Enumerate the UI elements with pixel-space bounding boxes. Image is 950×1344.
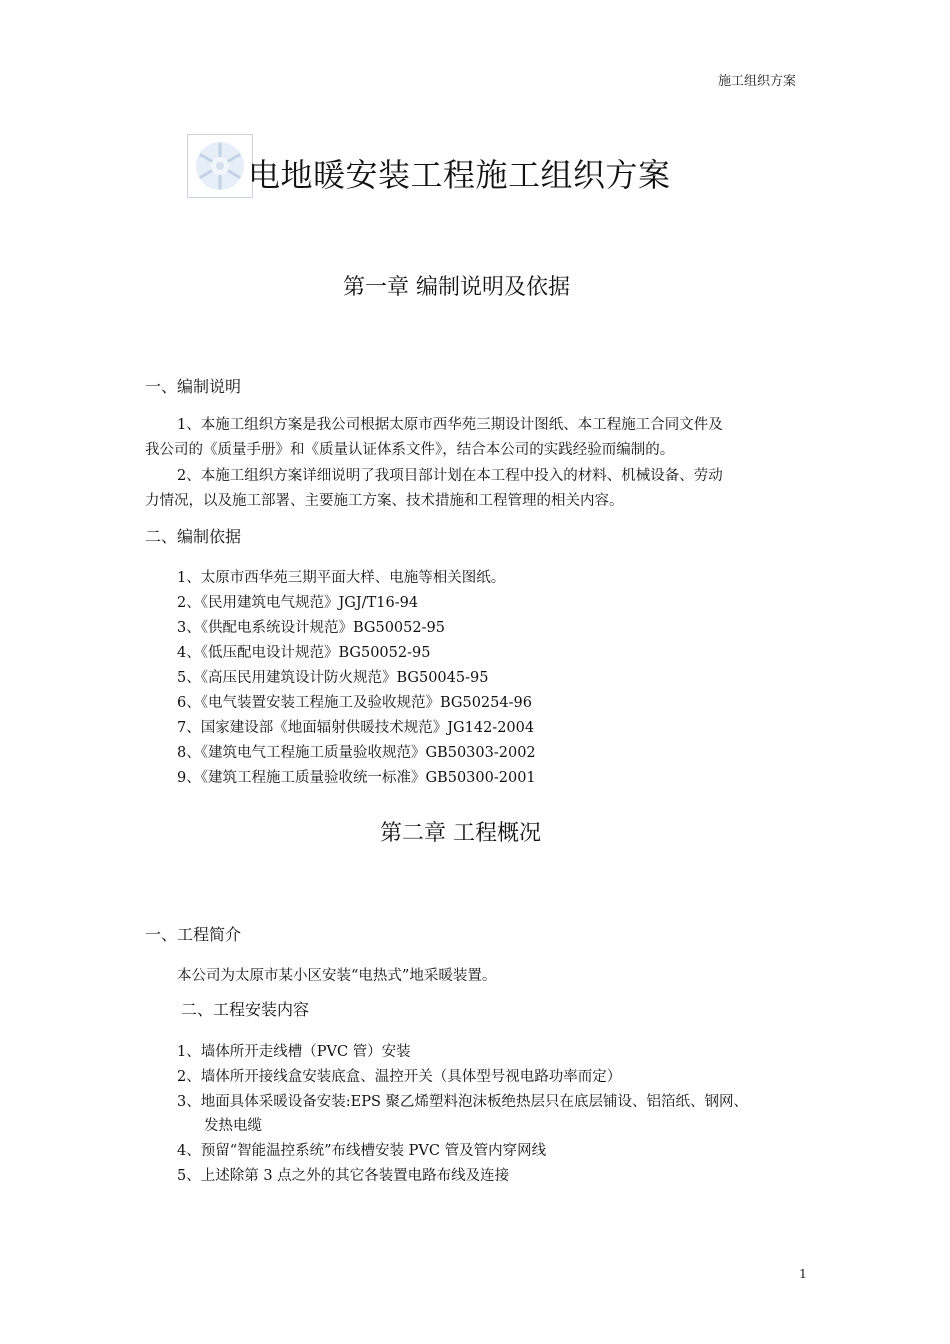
section-heading: 一、工程简介 bbox=[145, 925, 242, 944]
list-item: 4、《低压配电设计规范》BG50052-95 bbox=[177, 645, 431, 661]
list-item: 2、墙体所开接线盒安装底盒、温控开关（具体型号视电路功率而定） bbox=[177, 1069, 622, 1085]
list-item: 5、上述除第 3 点之外的其它各装置电路布线及连接 bbox=[177, 1168, 510, 1184]
list-item: 5、《高压民用建筑设计防火规范》BG50045-95 bbox=[177, 670, 489, 686]
paragraph-line: 我公司的《质量手册》和《质量认证体系文件》，结合本公司的实践经验而编制的。 bbox=[145, 442, 675, 458]
paragraph-line: 2、本施工组织方案详细说明了我项目部计划在本工程中投入的材料、机械设备、劳动 bbox=[177, 468, 723, 484]
paragraph-line: 力情况，以及施工部署、主要施工方案、技术措施和工程管理的相关内容。 bbox=[145, 493, 624, 509]
list-item: 1、太原市西华苑三期平面大样、电施等相关图纸。 bbox=[177, 570, 506, 586]
page-header: 施工组织方案 bbox=[718, 74, 797, 89]
snowflake-badge-icon bbox=[187, 134, 253, 198]
section-heading: 一、编制说明 bbox=[145, 377, 242, 396]
list-item: 4、预留“智能温控系统”布线槽安装 PVC 管及管内穿网线 bbox=[177, 1143, 547, 1159]
chapter-1-heading: 第一章 编制说明及依据 bbox=[343, 275, 570, 300]
section-heading: 二、工程安装内容 bbox=[181, 1000, 310, 1019]
list-item: 8、《建筑电气工程施工质量验收规范》GB50303-2002 bbox=[177, 745, 536, 761]
list-item: 3、《供配电系统设计规范》BG50052-95 bbox=[177, 620, 445, 636]
chapter-2-heading: 第二章 工程概况 bbox=[380, 821, 541, 846]
list-item: 3、地面具体采暖设备安装:EPS 聚乙烯塑料泡沫板绝热层只在底层铺设、铝箔纸、钢网、 bbox=[177, 1094, 748, 1110]
paragraph-line: 1、本施工组织方案是我公司根据太原市西华苑三期设计图纸、本工程施工合同文件及 bbox=[177, 417, 723, 433]
list-item-continuation: 发热电缆 bbox=[204, 1118, 262, 1134]
list-item: 2、《民用建筑电气规范》JGJ/T16-94 bbox=[177, 595, 419, 611]
project-intro-text: 本公司为太原市某小区安装“电热式”地采暖装置。 bbox=[177, 968, 497, 984]
list-item: 1、墙体所开走线槽（PVC 管）安装 bbox=[177, 1044, 411, 1060]
document-title: 电地暖安装工程施工组织方案 bbox=[248, 156, 671, 194]
list-item: 6、《电气装置安装工程施工及验收规范》BG50254-96 bbox=[177, 695, 532, 711]
list-item: 7、国家建设部《地面辐射供暖技术规范》JG142-2004 bbox=[177, 720, 535, 736]
page-number: 1 bbox=[799, 1266, 807, 1281]
section-heading: 二、编制依据 bbox=[145, 527, 242, 546]
list-item: 9、《建筑工程施工质量验收统一标准》GB50300-2001 bbox=[177, 770, 536, 786]
